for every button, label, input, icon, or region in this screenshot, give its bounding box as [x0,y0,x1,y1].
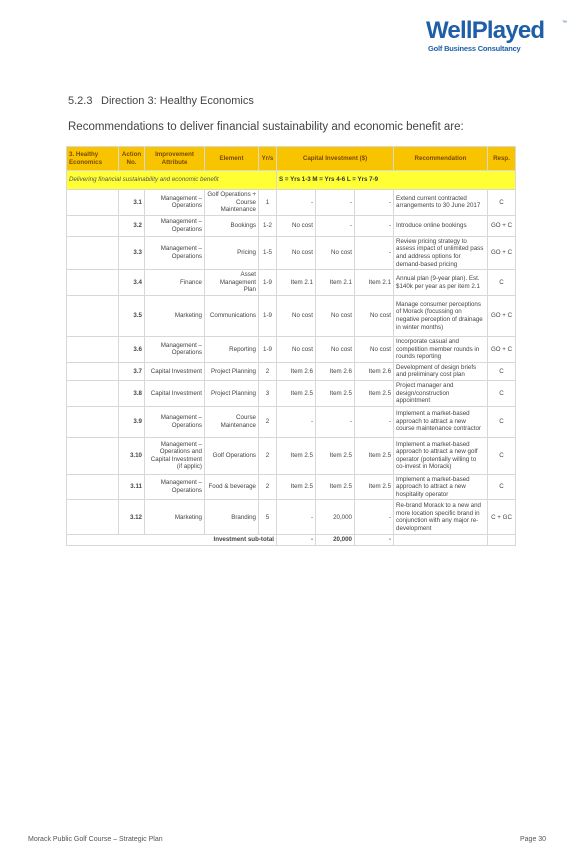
recommendations-table [66,146,516,546]
improvement-attribute: Management – Operations [145,190,205,216]
capital-short-term: Item 2.1 [277,270,316,296]
table-row [67,380,516,406]
capital-short-term: Item 2.5 [277,437,316,474]
years: 1-9 [259,336,277,362]
action-number: 3.3 [119,236,145,269]
action-number: 3.5 [119,295,145,336]
improvement-attribute: Finance [145,270,205,296]
capital-long-term: No cost [355,295,394,336]
capital-long-term: - [355,190,394,216]
improvement-attribute: Management – Operations [145,336,205,362]
capital-short-term: - [277,406,316,437]
empty-cell [67,336,119,362]
section-title: Direction 3: Healthy Economics [101,95,254,107]
table-row [67,270,516,296]
capital-medium-term: Item 2.5 [316,380,355,406]
capital-long-term: - [355,215,394,236]
capital-long-term: - [355,406,394,437]
total-empty-resp [488,535,516,546]
recommendation: Project manager and design/construction appointment [394,380,488,406]
capital-long-term: Item 2.5 [355,437,394,474]
improvement-attribute: Capital Investment [145,380,205,406]
years: 1-9 [259,270,277,296]
responsibility: GO + C [488,295,516,336]
capital-short-term: Item 2.5 [277,474,316,500]
recommendation: Implement a market-based approach to attract a new golf operator (potentially willing to co-invest in Morack) [394,437,488,474]
capital-medium-term: Item 2.1 [316,270,355,296]
years: 2 [259,362,277,380]
capital-medium-term: Item 2.5 [316,474,355,500]
action-number: 3.8 [119,380,145,406]
recommendation: Extend current contracted arrangements to 30 June 2017 [394,190,488,216]
logo-wordmark: WellPlayed [426,17,545,44]
years: 2 [259,406,277,437]
years: 1 [259,190,277,216]
empty-cell [67,474,119,500]
capital-long-term: Item 2.1 [355,270,394,296]
action-number: 3.10 [119,437,145,474]
capital-long-term: - [355,500,394,535]
improvement-attribute: Capital Investment [145,362,205,380]
improvement-attribute: Management – Operations [145,406,205,437]
recommendation: Manage consumer perceptions of Morack (focussing on negative perception of drainage in winter months) [394,295,488,336]
action-number: 3.7 [119,362,145,380]
table-row [67,295,516,336]
table-row [67,336,516,362]
recommendation: Implement a market-based approach to attract a new hospitality operator [394,474,488,500]
header-capital-investment: Capital Investment ($) [277,147,394,171]
empty-cell [67,437,119,474]
element: Branding [205,500,259,535]
action-number: 3.11 [119,474,145,500]
capital-long-term: Item 2.5 [355,380,394,406]
years: 1-5 [259,236,277,269]
table-row [67,215,516,236]
header-action-no: Action No. [119,147,145,171]
years: 1-9 [259,295,277,336]
responsibility: C [488,406,516,437]
capital-short-term: Item 2.6 [277,362,316,380]
section-row [67,171,516,190]
empty-cell [67,500,119,535]
recommendation: Annual plan (9-year plan). Est. $140k per year as per item 2.1 [394,270,488,296]
table-row [67,406,516,437]
wellplayed-logo [426,17,566,57]
section-row-scale: S = Yrs 1-3 M = Yrs 4-6 L = Yrs 7-9 [277,171,516,190]
recommendation: Review pricing strategy to assess impact of unlimited pass and address options for demand-based pricing [394,236,488,269]
empty-cell [67,406,119,437]
capital-short-term: Item 2.5 [277,380,316,406]
section-heading [68,95,254,107]
header-responsibility: Resp. [488,147,516,171]
years: 5 [259,500,277,535]
action-number: 3.6 [119,336,145,362]
recommendation: Development of design briefs and preliminary cost plan [394,362,488,380]
total-label: Investment sub-total [67,535,277,546]
capital-long-term: No cost [355,336,394,362]
improvement-attribute: Marketing [145,295,205,336]
logo-tagline: Golf Business Consultancy [428,44,521,53]
footer-document-title: Morack Public Golf Course – Strategic Plan [28,836,163,843]
improvement-attribute: Marketing [145,500,205,535]
element: Course Maintenance [205,406,259,437]
table-row [67,190,516,216]
element: Pricing [205,236,259,269]
capital-medium-term: 20,000 [316,500,355,535]
capital-short-term: No cost [277,336,316,362]
recommendation: Re-brand Morack to a new and more location specific brand in conjunction with any major re-development [394,500,488,535]
intro-text: Recommendations to deliver financial sustainability and economic benefit are: [68,121,464,133]
responsibility: C [488,190,516,216]
capital-medium-term: - [316,190,355,216]
header-direction: 3. Healthy Economics [67,147,119,171]
recommendation: Incorporate casual and competition member rounds in rounds reporting [394,336,488,362]
action-number: 3.9 [119,406,145,437]
header-improvement-attribute: Improvement Attribute [145,147,205,171]
header-recommendation: Recommendation [394,147,488,171]
element: Project Planning [205,362,259,380]
capital-short-term: No cost [277,295,316,336]
responsibility: C + GC [488,500,516,535]
capital-long-term: Item 2.5 [355,474,394,500]
capital-short-term: - [277,190,316,216]
improvement-attribute: Management – Operations [145,215,205,236]
total-empty-recommendation [394,535,488,546]
capital-long-term: - [355,236,394,269]
capital-long-term: Item 2.6 [355,362,394,380]
header-years: Yr/s [259,147,277,171]
capital-short-term: - [277,500,316,535]
responsibility: C [488,437,516,474]
responsibility: C [488,474,516,500]
header-element: Element [205,147,259,171]
element: Project Planning [205,380,259,406]
table-header-row [67,147,516,171]
capital-short-term: No cost [277,215,316,236]
footer-page-number: Page 30 [520,836,547,843]
improvement-attribute: Management – Operations [145,474,205,500]
capital-medium-term: No cost [316,295,355,336]
table-row [67,474,516,500]
total-row [67,535,516,546]
years: 3 [259,380,277,406]
capital-medium-term: Item 2.6 [316,362,355,380]
table-row [67,362,516,380]
responsibility: C [488,270,516,296]
years: 1-2 [259,215,277,236]
empty-cell [67,380,119,406]
capital-medium-term: Item 2.5 [316,437,355,474]
table-row [67,236,516,269]
element: Reporting [205,336,259,362]
responsibility: GO + C [488,236,516,269]
section-row-label: Delivering financial sustainability and economic benefit [67,171,277,190]
capital-medium-term: No cost [316,236,355,269]
capital-short-term: No cost [277,236,316,269]
table-row [67,437,516,474]
total-medium-term: 20,000 [316,535,355,546]
action-number: 3.1 [119,190,145,216]
responsibility: GO + C [488,215,516,236]
capital-medium-term: - [316,406,355,437]
improvement-attribute: Management – Operations [145,236,205,269]
recommendation: Introduce online bookings [394,215,488,236]
element: Bookings [205,215,259,236]
action-number: 3.2 [119,215,145,236]
total-short-term: - [277,535,316,546]
element: Golf Operations [205,437,259,474]
responsibility: C [488,362,516,380]
capital-medium-term: No cost [316,336,355,362]
empty-cell [67,295,119,336]
logo-trademark: ™ [562,20,567,26]
table-row [67,500,516,535]
years: 2 [259,474,277,500]
responsibility: GO + C [488,336,516,362]
element: Communications [205,295,259,336]
responsibility: C [488,380,516,406]
element: Golf Operations + Course Maintenance [205,190,259,216]
section-number: 5.2.3 [68,95,93,107]
capital-medium-term: - [316,215,355,236]
recommendation: Implement a market-based approach to attract a new course maintenance contractor [394,406,488,437]
element: Food & beverage [205,474,259,500]
empty-cell [67,362,119,380]
empty-cell [67,215,119,236]
years: 2 [259,437,277,474]
total-long-term: - [355,535,394,546]
action-number: 3.4 [119,270,145,296]
empty-cell [67,236,119,269]
improvement-attribute: Management – Operations and Capital Investment (if applic) [145,437,205,474]
empty-cell [67,270,119,296]
element: Asset Management Plan [205,270,259,296]
empty-cell [67,190,119,216]
action-number: 3.12 [119,500,145,535]
